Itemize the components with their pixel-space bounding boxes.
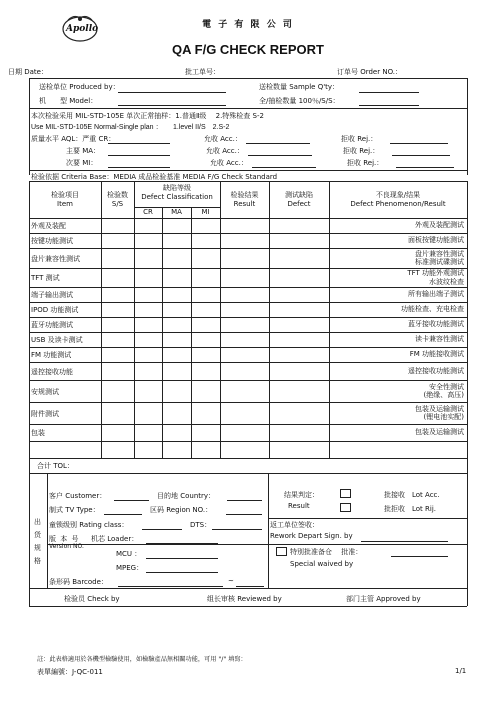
form-number: 表單編號：J-QC-011 <box>37 668 103 676</box>
row-result-text <box>408 290 464 299</box>
reviewed-by-label: 组长审核 Reviewed by <box>207 595 282 603</box>
row-item-name: FM 功能测试 <box>31 351 72 359</box>
row-item-name: 遥控接收功能 <box>31 367 73 376</box>
table-row <box>29 424 467 442</box>
dts-label: DTS： <box>190 521 212 529</box>
col-ma: MA <box>171 208 182 216</box>
logo-text: Apollo <box>66 24 99 34</box>
shipment-side-1: 出 <box>34 518 41 526</box>
mi-rej-label: 拒收 Rej.： <box>347 159 384 167</box>
lot-acc-label: 批接收 Lot Acc. <box>384 491 440 499</box>
row-result-line: 蓝牙接收功能测试 <box>408 320 464 329</box>
special-waiver-checkbox[interactable] <box>276 547 287 556</box>
col-ss-cn: 检验数 <box>107 191 128 199</box>
row-result-text <box>401 305 464 314</box>
lot-rej-checkbox[interactable] <box>340 503 351 512</box>
aql-mi-label: 次要 MI： <box>66 159 98 167</box>
row-item-name: 盘片兼容性测试 <box>31 254 80 263</box>
approved-by-label: 部门主管 Approved by <box>346 595 421 603</box>
row-result-text <box>408 320 464 329</box>
lot-acc-checkbox[interactable] <box>340 489 351 498</box>
row-result-line: 包装及运输测试 <box>415 428 464 437</box>
row-result-line: 读卡兼容性测试 <box>415 335 464 344</box>
row-item-name: TFT 测试 <box>31 274 60 282</box>
lot-rej-label: 批拒收 Lot Rij. <box>384 505 437 513</box>
row-result-line: 包装及运输测试 <box>415 404 464 413</box>
special-cn: 特別批准备仓 批准： <box>290 548 363 556</box>
col-phen-cn: 不良现象/结果 <box>375 191 421 199</box>
rating-label: 童锁级别 Rating class： <box>49 521 129 529</box>
region-label: 区码 Region NO.： <box>150 506 213 514</box>
row-result-line: 标准测试碟测试 <box>415 258 464 266</box>
ma-acc-label: 允收 Acc.： <box>206 147 244 155</box>
result-cn: 结果判定： <box>284 491 319 499</box>
page-number: 1/1 <box>455 667 467 675</box>
row-result-line: TFT 功能外观测试 <box>407 269 464 277</box>
date-label: 日期 Date： <box>8 68 48 76</box>
row-item-name: 包装 <box>31 429 45 437</box>
criteria-base: 检验依据 Criteria Base：MEDIA 成品检验基准 MEDIA F/G Check Standard <box>31 173 278 181</box>
tv-type-label: 制式 TV Type： <box>49 506 100 514</box>
row-result-text <box>407 269 464 286</box>
row-item-name: 附件测试 <box>31 409 59 418</box>
col-phen-en: Defect Phenomenon/Result <box>350 200 446 208</box>
row-result-text <box>410 350 464 359</box>
col-defect-en: Defect <box>287 200 311 208</box>
row-result-text <box>415 405 464 422</box>
col-item-en: Item <box>57 200 73 208</box>
table-row <box>29 362 467 381</box>
row-result-line: 水波纹检查 <box>429 277 464 286</box>
special-en: Special waived by <box>290 560 354 568</box>
table-row <box>29 218 467 234</box>
col-result-en: Result <box>233 200 256 208</box>
shipment-side-3: 规 <box>34 544 41 552</box>
col-class-en: Defect Classification <box>141 193 213 201</box>
loader-label: 机芯 Loader： <box>91 535 139 543</box>
standard-line1: 本次检验采用 MIL-STD-105E 单次正常抽样：1.普通Ⅱ级 2.特殊检查 S-2 <box>31 112 264 120</box>
row-result-line: 面板按键功能测试 <box>408 236 464 245</box>
col-class-cn: 缺陷等级 <box>163 184 191 192</box>
row-result-line: 盘片兼容性测试 <box>415 249 464 258</box>
rework-en: Rework Depart Sign. by <box>270 532 353 540</box>
row-item-name: IPOD 功能测试 <box>31 306 79 314</box>
row-result-text <box>415 335 464 344</box>
batch-label: 批工单号： <box>185 68 220 76</box>
company-name: 電 子 有 限 公 司 <box>202 20 294 30</box>
aql-cr-label: 质量水平 AQL：严重 CR： <box>31 135 116 143</box>
cr-acc-label: 允收 Acc.： <box>204 135 242 143</box>
col-defect-cn: 测试缺陷 <box>285 191 313 199</box>
row-result-line: 安全性测试 <box>429 382 464 391</box>
col-cr: CR <box>143 208 153 216</box>
col-mi: MI <box>201 208 210 216</box>
row-result-line: 功能检查、充电检查 <box>401 305 464 314</box>
row-result-line: 遥控接收功能测试 <box>408 366 464 375</box>
mcu-label: MCU ： <box>116 550 142 558</box>
row-result-line: (绝缘、高压) <box>423 391 464 399</box>
row-item-name: 端子输出测试 <box>31 291 73 299</box>
order-label: 订单号 Order NO.： <box>337 68 403 76</box>
row-result-line: FM 功能接收测试 <box>409 350 464 359</box>
table-row <box>29 302 467 318</box>
result-en: Result <box>288 502 310 510</box>
ma-rej-label: 拒收 Rej.： <box>343 147 380 155</box>
sample-qty-label: 送检数量 Sample Q'ty： <box>259 83 340 91</box>
barcode-separator: ~ <box>228 577 234 585</box>
full-inspect-label: 全/抽检数量 100％/S/S： <box>259 97 340 105</box>
cr-rej-label: 拒收 Rej.： <box>341 135 378 143</box>
mpeg-label: MPEG： <box>116 564 144 572</box>
row-result-line: (锂电池实配) <box>423 413 464 421</box>
col-item-cn: 检验项目 <box>51 191 79 199</box>
check-by-label: 检验员 Check by <box>64 595 120 603</box>
page-title: QA F/G CHECK REPORT <box>172 42 324 57</box>
row-result-line: 外观及装配测试 <box>415 221 464 230</box>
barcode-label: 条形码 Barcode： <box>49 578 108 586</box>
row-item-name: 按键功能测试 <box>31 237 73 245</box>
row-item-name: 蓝牙功能测试 <box>31 321 73 329</box>
version-en: Version NO. <box>49 543 84 550</box>
table-row <box>29 347 467 363</box>
mi-acc-label: 允收 Acc.： <box>210 159 248 167</box>
shipment-side-4: 格 <box>34 557 41 565</box>
row-result-text <box>408 367 464 376</box>
shipment-side-2: 货 <box>34 531 41 539</box>
col-result-cn: 检验结果 <box>230 191 259 199</box>
row-result-text <box>415 250 464 267</box>
produced-by-label: 送检单位 Produced by： <box>39 83 120 91</box>
aql-ma-label: 主要 MA： <box>66 147 101 155</box>
row-item-name: 安规测试 <box>31 387 59 396</box>
table-row <box>29 233 467 249</box>
table-row <box>29 317 467 333</box>
table-row <box>29 268 467 288</box>
row-item-name: 外观及装配 <box>31 222 66 230</box>
row-result-text <box>408 236 464 245</box>
table-row <box>29 248 467 269</box>
row-item-name: USB 及读卡测试 <box>31 336 83 344</box>
version-cn: 版 本 号 <box>49 535 80 543</box>
table-row <box>29 402 467 425</box>
customer-label: 客户 Customer： <box>49 492 107 500</box>
row-result-text <box>415 428 464 437</box>
row-result-text <box>415 221 464 230</box>
standard-line2: Use MIL-STD-105E Normal-Single plan ： 1.level II/S 2.S-2 <box>31 124 230 131</box>
footer-note: 註：此表格適用於各機型檢驗使用，如檢驗產品無相關功能，可用 "/" 填寫： <box>37 656 247 663</box>
table-row <box>29 287 467 303</box>
rework-cn: 返工单位签收： <box>270 521 319 529</box>
total-label: 合计 TOL： <box>37 462 74 470</box>
table-row <box>29 332 467 348</box>
table-row <box>29 380 467 403</box>
row-result-text <box>424 383 464 400</box>
col-ss-en: S/S <box>111 200 124 208</box>
country-label: 目的地 Country： <box>157 492 216 500</box>
model-label: 机 型 Model： <box>39 97 98 105</box>
row-result-line: 所有输出端子测试 <box>408 290 464 299</box>
